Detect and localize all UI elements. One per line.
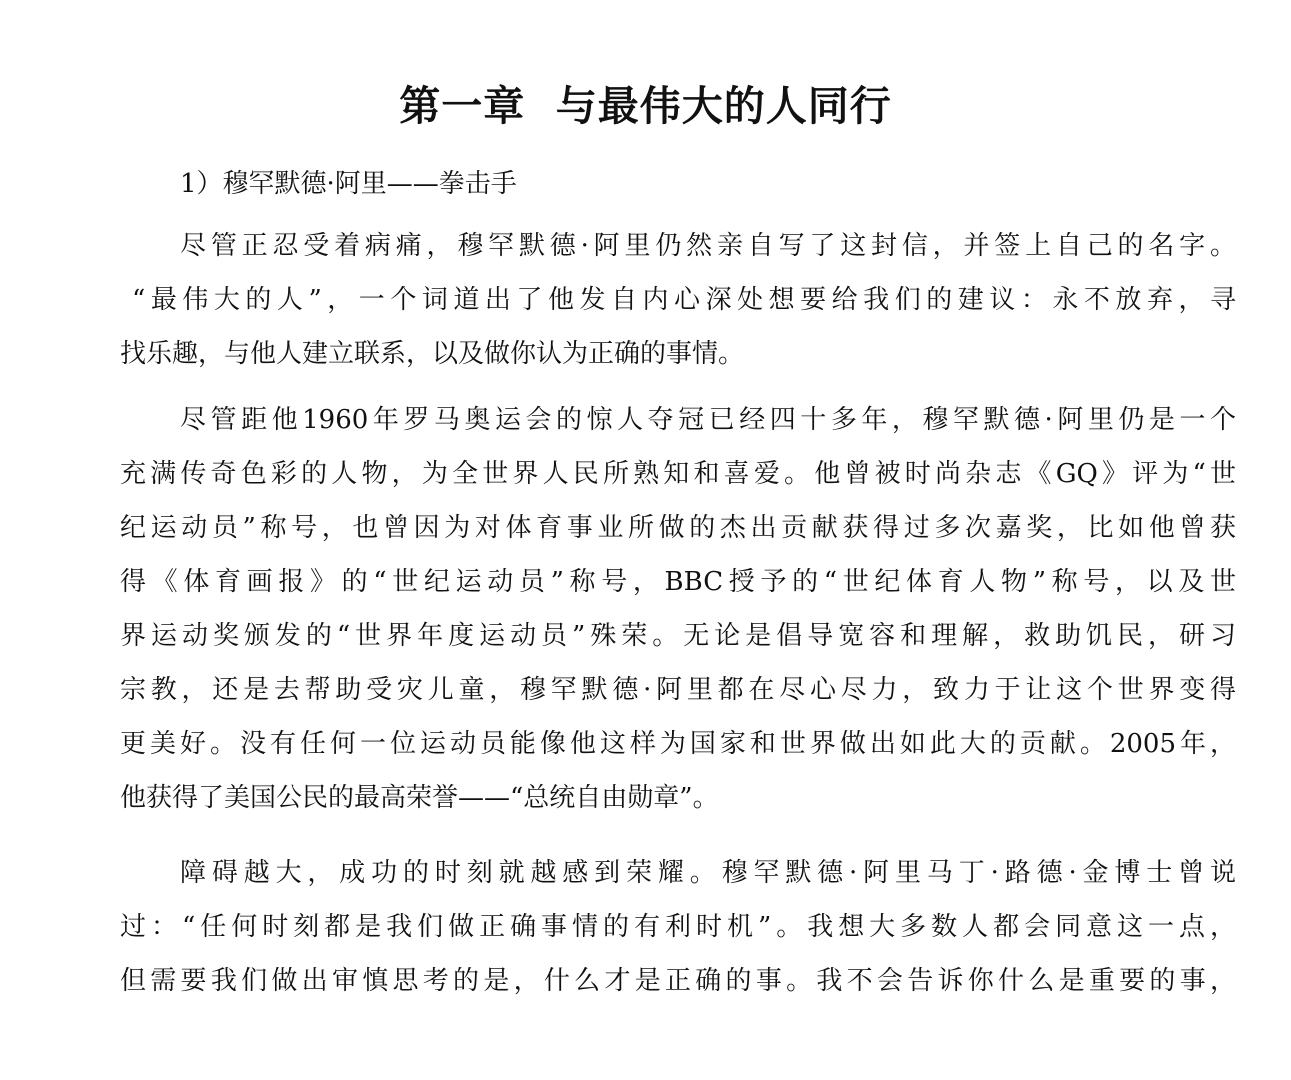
paragraph-line: 障碍越大，成功的时刻就越感到荣耀。穆罕默德·阿里马丁·路德·金博士曾说 (180, 858, 1236, 888)
chapter-title: 第一章 与最伟大的人同行 (399, 82, 892, 130)
paragraph-2 (120, 393, 1236, 825)
paragraph-1 (120, 219, 1236, 381)
paragraph-3 (120, 846, 1236, 1008)
paragraph-line: 但需要我们做出审慎思考的是，什么才是正确的事。我不会告诉你什么是重要的事， (120, 966, 1236, 996)
paragraph-line: 宗教，还是去帮助受灾儿童，穆罕默德·阿里都在尽心尽力，致力于让这个世界变得 (120, 675, 1236, 705)
paragraph-line: 他获得了美国公民的最高荣誉——“总统自由勋章”。 (120, 783, 719, 813)
paragraph-line: 纪运动员”称号，也曾因为对体育事业所做的杰出贡献获得过多次嘉奖，比如他曾获 (120, 513, 1236, 543)
paragraph-line: 界运动奖颁发的“世界年度运动员”殊荣。无论是倡导宽容和理解，救助饥民，研习 (120, 621, 1236, 651)
paragraph-line: 得《体育画报》的“世纪运动员”称号，BBC授予的“世纪体育人物”称号，以及世 (120, 567, 1236, 597)
paragraph-line: 尽管距他1960年罗马奥运会的惊人夺冠已经四十多年，穆罕默德·阿里仍是一个 (180, 405, 1236, 435)
paragraph-line: 尽管正忍受着病痛，穆罕默德·阿里仍然亲自写了这封信，并签上自己的名字。 (180, 231, 1236, 261)
paragraph-line: 充满传奇色彩的人物，为全世界人民所熟知和喜爱。他曾被时尚杂志《GQ》评为“世 (120, 459, 1236, 489)
paragraph-line: 找乐趣，与他人建立联系，以及做你认为正确的事情。 (120, 339, 745, 369)
paragraph-line: 更美好。没有任何一位运动员能像他这样为国家和世界做出如此大的贡献。2005年， (120, 729, 1236, 759)
paragraph-line: “最伟大的人”，一个词道出了他发自内心深处想要给我们的建议：永不放弃，寻 (132, 285, 1236, 315)
paragraph-line: 过：“任何时刻都是我们做正确事情的有利时机”。我想大多数人都会同意这一点， (120, 912, 1236, 942)
section-heading: 1）穆罕默德·阿里——拳击手 (180, 169, 517, 199)
